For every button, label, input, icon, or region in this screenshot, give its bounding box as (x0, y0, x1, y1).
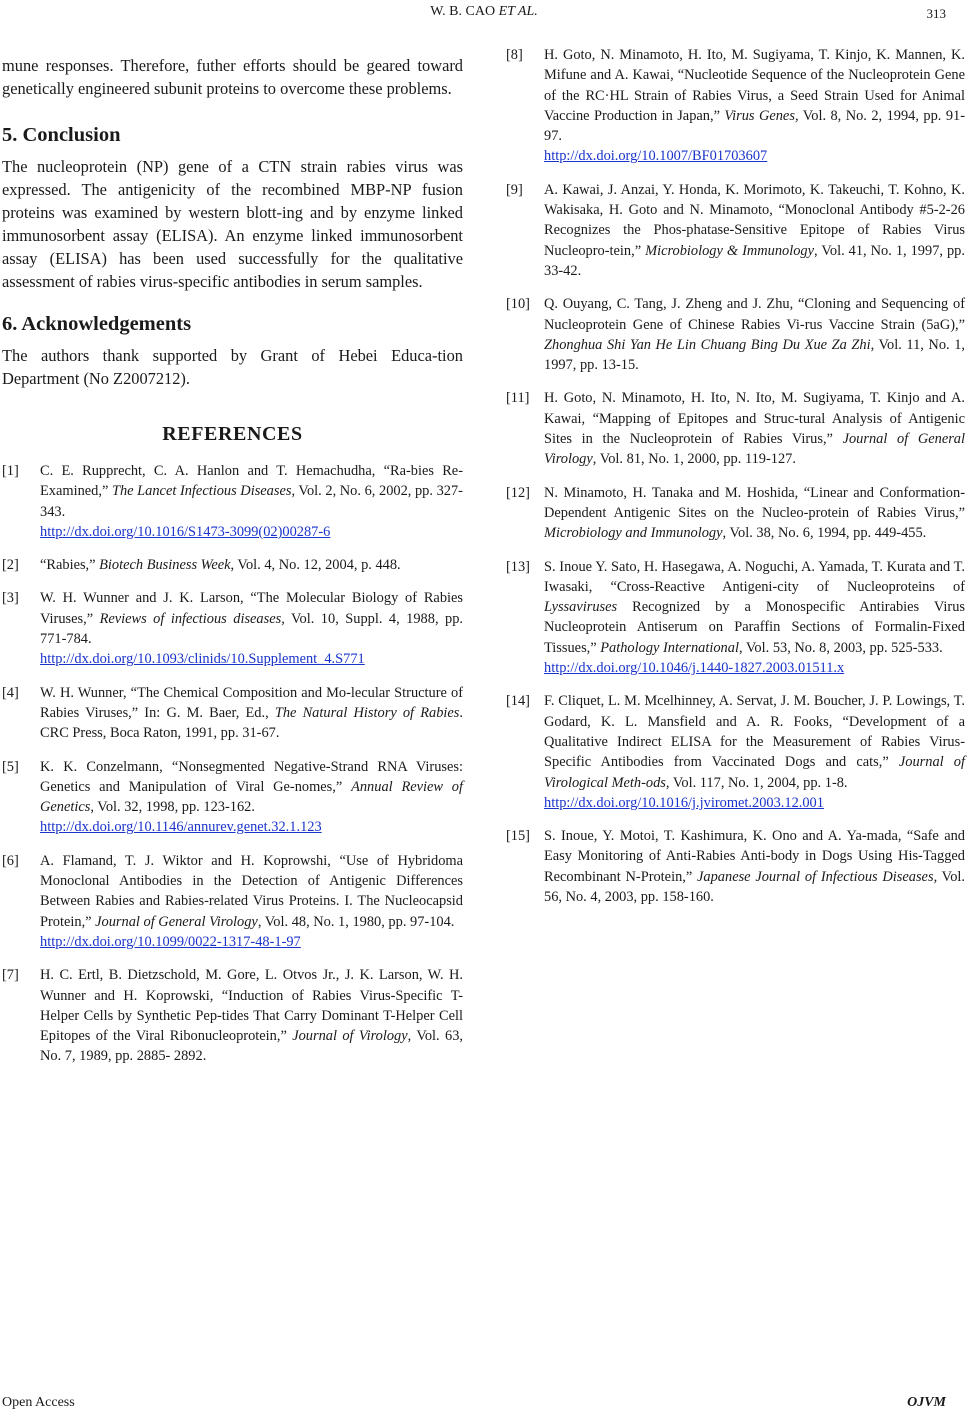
reference-item (2, 851, 463, 952)
reference-doi-link[interactable]: http://dx.doi.org/10.1046/j.1440-1827.2003.01511.x (544, 660, 845, 677)
reference-source-title: Microbiology & Immunology (645, 242, 815, 259)
reference-segment: A. Flamand, T. J. Wiktor and H. Koprowshi, “Use of Hybridoma Monoclonal Antibodies in the Detection of Antigenic Differences Between Rabies and Rabies-related Virus Proteins. I. The Nucleocapsid Protein,” (40, 852, 463, 930)
reference-item (2, 965, 463, 1066)
conclusion-paragraph: The nucleoprotein (NP) gene of a CTN strain rabies virus was expressed. The antigenicity of the recombined MBP-NP fusion proteins was examined by western blott-ing and by enzyme linked immunosorbent assay (ELISA). An enzyme linked immunosorbent assay (ELISA) has been used successfully for the qualitative assessment of rabies virus-specific antibodies in serum samples. (2, 157, 463, 291)
reference-segment: A. Kawai, J. Anzai, Y. Honda, K. Morimoto, K. Takeuchi, T. Kohno, K. Wakisaka, H. Goto and N. Minamoto, “Monoclonal Antibody #5-2-26 Recognizes the Phos-phatase-Sensitive Epitope of Rabies Virus Nucleopro-tein,” (544, 181, 965, 259)
reference-source-title: Lyssaviruses (544, 599, 618, 616)
reference-segment: , Vol. 38, No. 6, 1994, pp. 449-455. (722, 525, 927, 542)
reference-segment: , Vol. 8, No. 2, 1994, pp. 91-97. (544, 107, 966, 145)
reference-number: [10] (506, 296, 530, 313)
reference-item (506, 826, 965, 907)
reference-segment: H. Goto, N. Minamoto, H. Ito, M. Sugiyama, T. Kinjo, K. Mannen, K. Mifune and A. Kawai, “Nucleotide Sequence of the Nucleoprotein Gene of the RC·HL Strain of Rabies Virus, a Seed Strain Used for Animal Vaccine Production in Japan,” (544, 47, 965, 124)
reference-segment: S. Inoue Y. Sato, H. Hasegawa, A. Noguchi, A. Yamada, T. Kurata and T. Iwasaki, “Cross-Reactive Antigeni-city of Nucleoproteins of (544, 558, 965, 595)
reference-item (2, 555, 463, 575)
reference-text (40, 965, 463, 1066)
reference-source-title: Microbiology and Immunology (544, 525, 723, 542)
reference-segment: , Vol. 2, No. 6, 2002, pp. 327-343. (40, 483, 463, 520)
reference-doi-link[interactable]: http://dx.doi.org/10.1093/clinids/10.Supplement_4.S771 (40, 651, 365, 668)
reference-number: [11] (506, 390, 530, 407)
reference-text (544, 691, 965, 792)
reference-segment: “Rabies,” (40, 557, 100, 574)
reference-source-title: The Lancet Infectious Diseases (111, 483, 292, 500)
reference-doi-link[interactable]: http://dx.doi.org/10.1007/BF01703607 (544, 148, 768, 165)
reference-segment: W. H. Wunner and J. K. Larson, “The Molecular Biology of Rabies Viruses,” (40, 590, 463, 627)
reference-number: [6] (2, 852, 19, 869)
reference-text (40, 555, 463, 575)
reference-number: [8] (506, 47, 523, 63)
reference-segment: N. Minamoto, H. Tanaka and M. Hoshida, “Linear and Conformation-Dependent Antigenic Sites on the Nucleo-protein of Rabies Virus,” (544, 484, 965, 521)
left-column (2, 54, 463, 1067)
reference-source-title: Journal of General Virology (544, 431, 965, 468)
reference-source-title: Journal of Virology (292, 1028, 408, 1045)
reference-segment: , Vol. 10, Suppl. 4, 1988, pp. 771-784. (40, 610, 463, 648)
reference-source-title: Pathology International (600, 639, 739, 656)
reference-text (40, 461, 463, 522)
reference-source-title: Biotech Business Week (99, 557, 231, 574)
reference-source-title: Zhonghua Shi Yan He Lin Chuang Bing Du Xue Za Zhi (544, 336, 871, 353)
reference-doi-link[interactable]: http://dx.doi.org/10.1016/j.jviromet.2003.12.001 (544, 794, 824, 811)
footer-journal-abbrev: OJVM (907, 1395, 946, 1410)
reference-text (40, 588, 463, 649)
right-column (506, 45, 965, 907)
reference-item (2, 588, 463, 669)
reference-segment: , Vol. 81, No. 1, 2000, pp. 119-127. (592, 451, 796, 468)
references-list-right (506, 45, 965, 907)
acknowledgements-paragraph: The authors thank supported by Grant of Hebei Educa-tion Department (No Z2007212). (2, 346, 463, 388)
intro-paragraph: mune responses. Therefore, futher efforts should be geared toward genetically engineered subunit proteins to overcome these problems. (2, 56, 463, 98)
reference-number: [3] (2, 590, 19, 607)
reference-number: [1] (2, 463, 19, 479)
reference-item (2, 461, 463, 542)
reference-segment: , Vol. 56, No. 4, 2003, pp. 158-160. (544, 868, 966, 905)
reference-item (506, 388, 965, 469)
reference-source-title: Annual Review of Genetics (40, 778, 463, 816)
reference-number: [13] (506, 558, 530, 575)
reference-text (40, 757, 463, 818)
reference-segment: S. Inoue, Y. Motoi, T. Kashimura, K. Ono and A. Ya-mada, “Safe and Easy Monitoring of Anti-Rabies Anti-body in Dogs Using His-Tagged Recombinant N-Protein,” (544, 828, 965, 885)
reference-source-title: The Natural History of Rabies (274, 704, 460, 721)
reference-item (2, 683, 463, 744)
reference-segment: , Vol. 4, No. 12, 2004, p. 448. (230, 557, 401, 574)
reference-source-title: Virus Genes (724, 107, 795, 124)
reference-item (506, 45, 965, 167)
reference-text (544, 45, 965, 146)
reference-doi-link[interactable]: http://dx.doi.org/10.1016/S1473-3099(02)00287-6 (40, 523, 331, 540)
reference-segment: . CRC Press, Boca Raton, 1991, pp. 31-67. (40, 704, 463, 742)
running-head (0, 4, 968, 20)
reference-segment: W. H. Wunner, “The Chemical Composition and Mo-lecular Structure of Rabies Viruses,” In: G. M. Baer, Ed., (40, 684, 463, 721)
reference-source-title: Journal of General Virology (95, 913, 258, 930)
reference-text (544, 557, 965, 658)
reference-segment: , Vol. 32, 1998, pp. 123-162. (90, 799, 255, 816)
reference-text (544, 388, 965, 469)
reference-segment: F. Cliquet, L. M. Mcelhinney, A. Servat, J. M. Boucher, J. P. Lowings, T. Godard, K. L. Mansfield and A. R. Fooks, “Development of a Qualitative Indirect ELISA for the Measurement of Rabies Virus-Specific Antibodies from Vaccinated Dogs and cats,” (544, 693, 965, 771)
reference-item (506, 691, 965, 813)
reference-segment: H. Goto, N. Minamoto, H. Ito, N. Ito, M. Sugiyama, T. Kinjo and A. Kawai, “Mapping of Epitopes and Struc-tural Analysis of Antigenic Sites in the Nucleoprotein of Rabies Virus,” (544, 390, 965, 448)
reference-number: [9] (506, 181, 523, 198)
reference-text (544, 826, 965, 907)
reference-segment: C. E. Rupprecht, C. A. Hanlon and T. Hemachudha, “Ra-bies Re-Examined,” (40, 463, 463, 500)
reference-segment: , Vol. 11, No. 1, 1997, pp. 13-15. (544, 336, 965, 374)
reference-item (506, 294, 965, 375)
reference-text (40, 851, 463, 932)
reference-doi-link[interactable]: http://dx.doi.org/10.1146/annurev.genet.32.1.123 (40, 819, 322, 836)
reference-segment: K. K. Conzelmann, “Nonsegmented Negative-Strand RNA Viruses: Genetics and Manipulation of Viral Ge-nomes,” (40, 758, 463, 795)
reference-text (544, 483, 965, 544)
reference-number: [5] (2, 758, 19, 775)
acknowledgements-heading: 6. Acknowledgements (2, 313, 192, 335)
reference-item (506, 557, 965, 679)
page-number: 313 (926, 6, 946, 21)
reference-number: [12] (506, 484, 530, 501)
reference-item (506, 483, 965, 544)
reference-segment: , Vol. 48, No. 1, 1980, pp. 97-104. (257, 913, 455, 930)
reference-number: [2] (2, 557, 19, 574)
reference-segment: Recognized by a Monospecific Antirabies Virus Nucleoprotein Antiserum on Paraffin Sections of Formalin-Fixed Tissues,” (544, 599, 965, 656)
conclusion-heading: 5. Conclusion (2, 124, 121, 146)
reference-text (40, 683, 463, 744)
reference-segment: , Vol. 63, No. 7, 1989, pp. 2885- 2892. (40, 1028, 463, 1065)
reference-number: [7] (2, 967, 19, 984)
reference-number: [4] (2, 684, 19, 701)
reference-source-title: Journal of Virological Meth-ods (544, 754, 965, 791)
reference-item (506, 180, 965, 281)
reference-text (544, 180, 965, 281)
reference-segment: H. C. Ertl, B. Dietzschold, M. Gore, L. Otvos Jr., J. K. Larson, W. H. Wunner and H. Koprowski, “Induction of Rabies Virus-Specific T-Helper Cells by Synthetic Pep-tides That Carry Dominant T-Helper Cell Epitopes of the Viral Ribonucleoprotein,” (40, 967, 463, 1045)
running-head-authors: W. B. CAO (430, 4, 496, 19)
reference-item (2, 757, 463, 838)
running-head-et-al: ET AL. (498, 4, 538, 19)
reference-segment: Q. Ouyang, C. Tang, J. Zheng and J. Zhu, “Cloning and Sequencing of Nucleoprotein Gene of Chinese Rabies Vi-rus Vaccine Strain (5aG),” (544, 296, 965, 333)
references-list-left (2, 461, 463, 1067)
reference-number: [14] (506, 693, 530, 710)
references-heading: REFERENCES (162, 423, 303, 445)
reference-number: [15] (506, 828, 530, 845)
reference-doi-link[interactable]: http://dx.doi.org/10.1099/0022-1317-48-1-97 (40, 933, 301, 950)
reference-source-title: Japanese Journal of Infectious Diseases (697, 868, 934, 885)
reference-text (544, 294, 965, 375)
reference-segment: , Vol. 53, No. 8, 2003, pp. 525-533. (738, 639, 943, 656)
reference-source-title: Reviews of infectious diseases (99, 610, 282, 627)
footer-open-access: Open Access (2, 1395, 75, 1410)
reference-segment: , Vol. 41, No. 1, 1997, pp. 33-42. (544, 242, 965, 279)
reference-segment: , Vol. 117, No. 1, 2004, pp. 1-8. (665, 774, 848, 791)
